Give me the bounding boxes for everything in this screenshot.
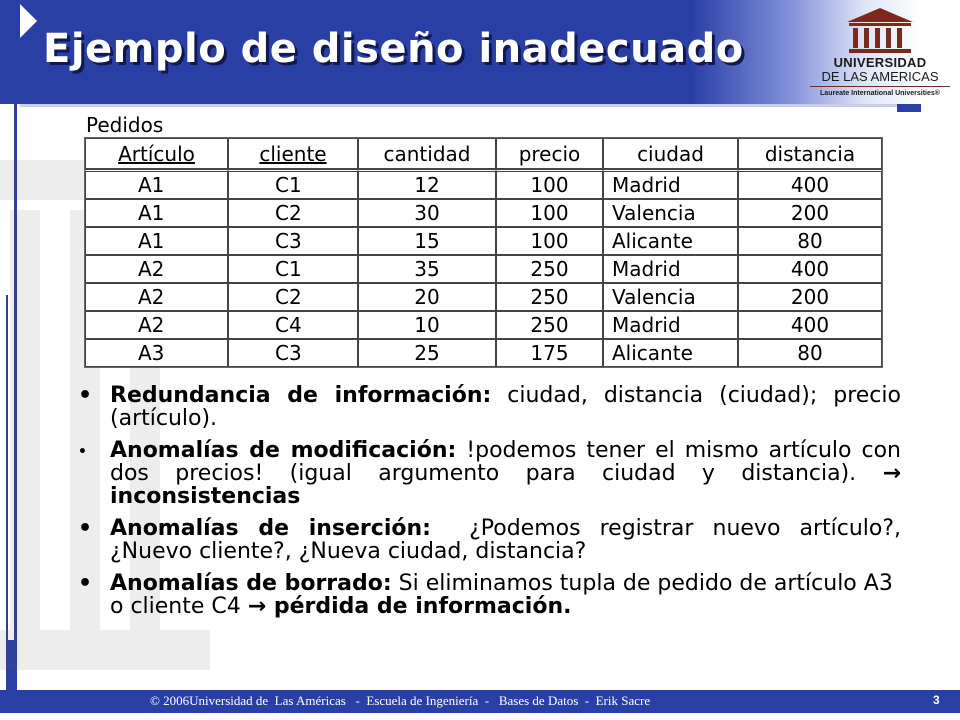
bullet-redundancia [78,384,901,430]
cell-articulo: A1 [85,227,228,255]
bullet-modificacion [78,439,901,508]
footer-bottom-margin [0,713,960,720]
bullet-term: Redundancia de información: [110,383,492,408]
table-caption: Pedidos [86,113,164,137]
slide-title: Ejemplo de diseño inadecuado [43,26,744,72]
cell-distancia: 400 [738,255,882,283]
cell-distancia: 400 [738,311,882,339]
cell-precio: 100 [496,169,603,199]
table-row [85,199,882,227]
cell-cliente: C1 [228,255,358,283]
table-row [85,311,882,339]
table-header-row [85,138,882,169]
bullet-text: !podemos tener el mismo artículo con dos precios! (igual argumento para ciudad y distancia). [110,438,901,486]
cell-cliente: C4 [228,311,358,339]
logo-registered-mark: ® [934,90,940,97]
bullet-dot-icon: • [78,383,93,408]
header-divider [20,104,920,107]
logo-text-university: UNIVERSIDAD [833,55,927,70]
play-triangle-icon [20,4,37,38]
cell-ciudad: Alicante [603,339,738,367]
cell-cliente: C3 [228,227,358,255]
cell-distancia: 80 [738,227,882,255]
cell-articulo: A2 [85,255,228,283]
cell-cantidad: 25 [358,339,496,367]
cell-articulo: A3 [85,339,228,367]
cell-distancia: 400 [738,169,882,199]
cell-cantidad: 10 [358,311,496,339]
cell-ciudad: Madrid [603,169,738,199]
cell-cantidad: 30 [358,199,496,227]
header-distancia: distancia [738,138,882,169]
bullet-term: Anomalías de modificación: [110,438,457,463]
cell-articulo: A2 [85,283,228,311]
page-number: 3 [933,693,940,707]
table-row [85,227,882,255]
bullet-dot-icon: • [78,571,93,596]
bullet-text: ciudad, distancia (ciudad); precio (artículo). [110,383,901,431]
cell-precio: 100 [496,227,603,255]
right-arrow-icon: → [882,461,901,486]
cell-cliente: C2 [228,199,358,227]
cell-precio: 250 [496,283,603,311]
bullet-term: Anomalías de borrado: [110,571,392,596]
bullet-list [78,383,909,627]
header-cliente: cliente [228,138,358,169]
bullet-insercion [78,516,909,564]
university-building-icon [845,6,915,56]
header-cantidad: cantidad [358,138,496,169]
university-logo [806,6,954,101]
header-articulo: Artículo [85,138,228,169]
bullet-dot-icon: • [78,516,93,541]
footer-copyright: © 2006Universidad de Las Américas - Escuela de Ingeniería - Bases de Datos - Erik Sacre [150,693,651,708]
bullet-term: Anomalías de inserción: [110,516,431,541]
cell-ciudad: Madrid [603,311,738,339]
cell-cliente: C1 [228,169,358,199]
cell-distancia: 200 [738,283,882,311]
cell-articulo: A1 [85,169,228,199]
cell-ciudad: Valencia [603,283,738,311]
bullet-text: Si eliminamos tupla de pedido de artículo A3 o cliente C4 [110,571,893,619]
bullet-text: ¿Podemos registrar nuevo artículo?, ¿Nuevo cliente?, ¿Nueva ciudad, distancia? [110,516,909,564]
footer-bar [0,690,960,713]
cell-cantidad: 12 [358,169,496,199]
cell-cantidad: 20 [358,283,496,311]
bullet-borrado [78,572,901,618]
cell-ciudad: Valencia [603,199,738,227]
logo-laureate-label: Laureate International Universities [820,90,935,97]
cell-articulo: A1 [85,199,228,227]
header-accent-block [897,104,921,112]
cell-cliente: C2 [228,283,358,311]
cell-articulo: A2 [85,311,228,339]
cell-cliente: C3 [228,339,358,367]
header-ciudad: ciudad [603,138,738,169]
cell-precio: 250 [496,255,603,283]
table-row [85,255,882,283]
table-row [85,169,882,199]
cell-precio: 250 [496,311,603,339]
right-arrow-icon: → [247,594,267,619]
cell-precio: 100 [496,199,603,227]
cell-ciudad: Madrid [603,255,738,283]
logo-separator [810,86,950,87]
logo-text-laureate [806,89,954,98]
cell-distancia: 200 [738,199,882,227]
header-precio: precio [496,138,603,169]
cell-ciudad: Alicante [603,227,738,255]
orders-table [84,137,883,368]
cell-cantidad: 35 [358,255,496,283]
bullet-dot-icon: • [78,444,87,460]
bullet-conclusion: pérdida de información. [266,594,572,619]
cell-distancia: 80 [738,339,882,367]
bullet-conclusion: inconsistencias [110,484,301,509]
cell-cantidad: 15 [358,227,496,255]
table-row [85,339,882,367]
logo-text-americas: DE LAS AMERICAS [821,69,939,84]
cell-precio: 175 [496,339,603,367]
table-row [85,283,882,311]
